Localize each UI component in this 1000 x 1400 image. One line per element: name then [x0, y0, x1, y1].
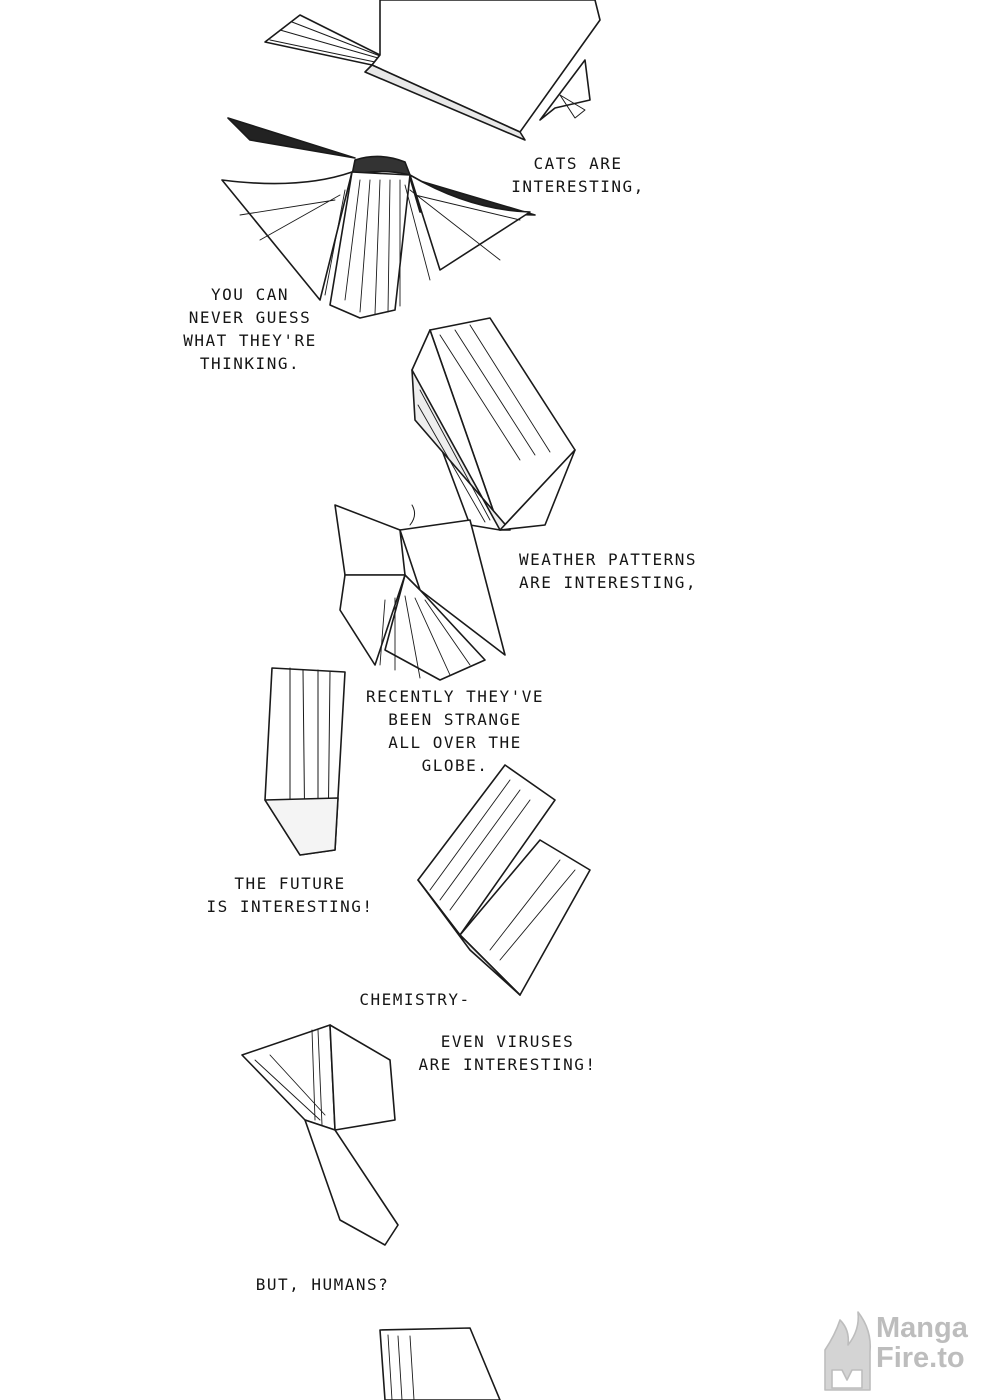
caption-cats: [508, 152, 648, 198]
caption-line: WEATHER PATTERNS: [518, 550, 698, 569]
caption-line: ALL OVER THE: [388, 733, 522, 752]
falling-book-icon: [242, 1025, 398, 1245]
caption-line: WHAT THEY'RE: [183, 331, 317, 350]
caption-line: RECENTLY THEY'VE: [365, 687, 545, 706]
falling-book-icon: [412, 318, 575, 530]
falling-book-icon: [265, 668, 345, 855]
falling-book-icon: [418, 765, 590, 995]
caption-viruses: [410, 1030, 605, 1076]
flame-icon: [825, 1312, 870, 1390]
caption-humans: [235, 1273, 410, 1296]
caption-line: CATS ARE: [533, 154, 623, 173]
caption-line: CHEMISTRY-: [359, 990, 471, 1009]
caption-chemistry: [350, 988, 480, 1011]
falling-book-icon: [265, 0, 600, 140]
caption-recently: [350, 685, 560, 777]
caption-line: ARE INTERESTING!: [418, 1055, 597, 1074]
falling-book-icon: [380, 1328, 500, 1400]
caption-guess: [170, 283, 330, 375]
watermark-line-1: Manga: [876, 1312, 968, 1344]
watermark-line-2: Fire.to: [876, 1342, 965, 1374]
caption-line: GLOBE.: [421, 756, 489, 775]
caption-future: [200, 872, 380, 918]
caption-line: THINKING.: [199, 354, 301, 373]
caption-line: NEVER GUESS: [188, 308, 312, 327]
caption-line: IS INTERESTING!: [206, 897, 374, 916]
caption-weather: [498, 548, 718, 594]
caption-line: INTERESTING,: [511, 177, 645, 196]
caption-line: THE FUTURE: [234, 874, 346, 893]
falling-book-icon: [335, 505, 505, 680]
caption-line: ARE INTERESTING,: [518, 573, 698, 592]
caption-line: YOU CAN: [211, 285, 289, 304]
caption-line: BEEN STRANGE: [388, 710, 522, 729]
caption-line: BUT, HUMANS?: [255, 1275, 390, 1294]
caption-line: EVEN VIRUSES: [440, 1032, 575, 1051]
